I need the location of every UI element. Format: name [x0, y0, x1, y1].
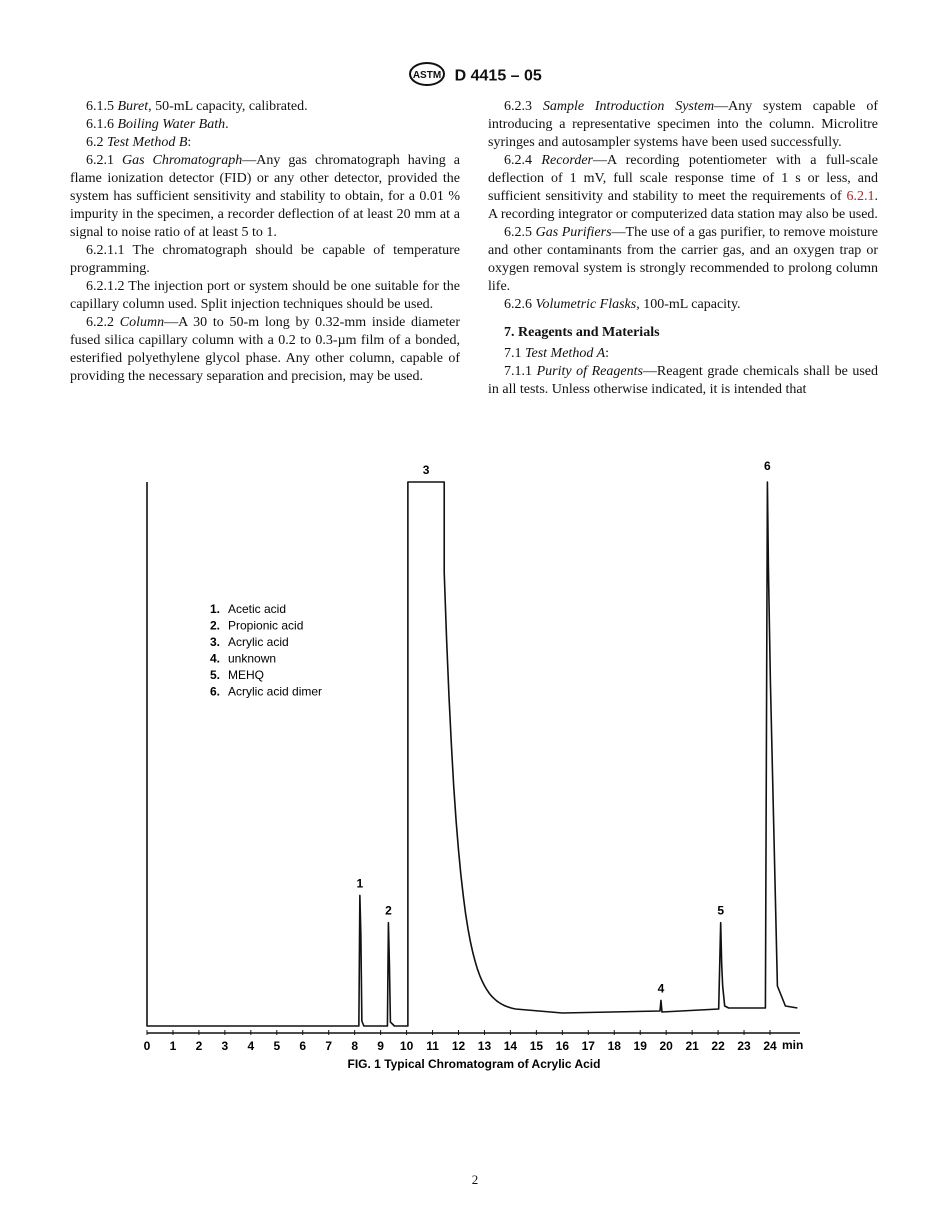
legend-item-label: Acetic acid [228, 602, 287, 616]
x-tick-label: 13 [477, 1039, 492, 1053]
para-6-1-6: 6.1.6 Boiling Water Bath. [86, 117, 229, 132]
para-6-2-6: 6.2.6 Volumetric Flasks, 100-mL capacity. [504, 297, 741, 312]
legend [210, 602, 322, 699]
para-6-2: 6.2 Test Method B: [86, 135, 192, 150]
para-7-1: 7.1 Test Method A: [504, 346, 610, 361]
legend-item-number: 1. [210, 602, 221, 616]
legend-item-number: 6. [210, 684, 221, 699]
para-6-2-1: 6.2.1 Gas Chromatograph—Any gas chromatograph having a flame ionization detector (FID) or any other detector, provided the system has sufficient sensitivity and stability to obtain, for a 0.01 % impurity in the specimen, a recorder deflection of at least 20 mm at a signal to noise ratio of at least 5 to 1. [70, 153, 461, 240]
x-tick-label: 12 [451, 1039, 466, 1053]
peak-labels [357, 459, 772, 995]
x-tick-label: 0 [143, 1039, 151, 1053]
x-tick-label: 4 [247, 1039, 255, 1053]
x-tick-label: 14 [503, 1039, 518, 1053]
logo-text: ASTM [413, 70, 442, 81]
legend-item-label: unknown [228, 651, 277, 666]
x-tick-label: 1 [169, 1039, 177, 1053]
peak-label: 1 [356, 876, 364, 891]
x-tick-label: 17 [581, 1039, 595, 1053]
standard-designation: D 4415 – 05 [454, 67, 542, 85]
page-number: 2 [471, 1172, 479, 1187]
x-tick-label: 11 [426, 1039, 439, 1053]
x-tick-label: 21 [685, 1039, 699, 1053]
peak-label: 5 [717, 903, 725, 918]
figure-caption: FIG. 1 Typical Chromatogram of Acrylic Acid [347, 1057, 601, 1071]
x-tick-label: 6 [299, 1039, 307, 1053]
x-tick-label: 18 [607, 1039, 621, 1053]
x-tick-label: 5 [273, 1039, 281, 1053]
right-column [488, 98, 878, 399]
legend-item-number: 2. [210, 618, 221, 633]
para-6-2-2: 6.2.2 Column—A 30 to 50-m long by 0.32-mm inside diameter fused silica capillary column with a 0.2 to 0.3-µm film of a bonded, esterified polyethylene glycol phase. Any other column, capable of providing the necessary separation and precision, may be used. [70, 315, 461, 384]
legend-item-label: Acrylic acid [228, 635, 289, 649]
peak-label: 3 [422, 463, 430, 477]
x-unit-label: min [782, 1038, 804, 1052]
x-tick-label: 24 [763, 1039, 777, 1053]
para-6-2-1-1: 6.2.1.1 The chromatograph should be capable of temperature programming. [70, 243, 460, 276]
astm-logo-icon [408, 62, 446, 91]
x-tick-label: 19 [633, 1039, 647, 1053]
trace-line [147, 482, 797, 1026]
legend-item-label: MEHQ [228, 668, 264, 682]
x-tick-label: 15 [529, 1039, 544, 1053]
legend-item-number: 5. [210, 668, 221, 682]
x-tick-label: 10 [399, 1039, 414, 1053]
para-6-2-1-2: 6.2.1.2 The injection port or system should be one suitable for the capillary column used. Split injection techniques should be used. [70, 279, 460, 312]
left-column [70, 98, 460, 386]
x-tick-label: 16 [555, 1039, 570, 1053]
para-6-2-4: 6.2.4 Recorder—A recording potentiometer with a full-scale deflection of 1 mV, full scale response time of 1 s or less, and sufficient sensitivity and stability to meet the requirements of 6.2.1. A recording integrator or computerized data station may also be used. [488, 153, 879, 222]
section-heading-7: 7. Reagents and Materials [504, 325, 660, 340]
legend-item-label: Acrylic acid dimer [228, 684, 323, 699]
x-axis [144, 1030, 804, 1053]
para-6-1-5: 6.1.5 Buret, 50-mL capacity, calibrated. [86, 99, 308, 114]
peak-label: 4 [657, 981, 665, 996]
legend-item-number: 3. [210, 635, 221, 649]
chromatogram-trace [147, 482, 797, 1026]
chromatogram-figure [0, 455, 950, 1075]
legend-item-number: 4. [210, 651, 221, 666]
x-tick-label: 9 [377, 1039, 384, 1053]
x-tick-label: 8 [351, 1039, 359, 1053]
x-tick-label: 23 [737, 1039, 751, 1053]
para-6-2-5: 6.2.5 Gas Purifiers—The use of a gas purifier, to remove moisture and other contaminants from the carrier gas, and an oxygen trap or oxygen removal system is strongly recommended to prolong column life. [488, 225, 879, 294]
ref-link-6-2-1[interactable]: 6.2.1 [846, 189, 875, 204]
para-7-1-1: 7.1.1 Purity of Reagents—Reagent grade chemicals shall be used in all tests. Unless otherwise indicated, it is intended that [488, 364, 879, 397]
x-tick-label: 7 [325, 1039, 333, 1053]
x-tick-label: 2 [195, 1039, 203, 1053]
legend-item-label: Propionic acid [228, 618, 304, 633]
peak-label: 6 [764, 459, 771, 473]
page-header [0, 62, 950, 91]
x-tick-label: 20 [659, 1039, 673, 1053]
peak-label: 2 [385, 903, 392, 918]
para-6-2-3: 6.2.3 Sample Introduction System—Any system capable of introducing a representative specimen into the column. Microlitre syringes and autosampler systems have been used successfully. [488, 99, 878, 150]
x-tick-label: 3 [221, 1039, 229, 1053]
x-tick-label: 22 [711, 1039, 725, 1053]
